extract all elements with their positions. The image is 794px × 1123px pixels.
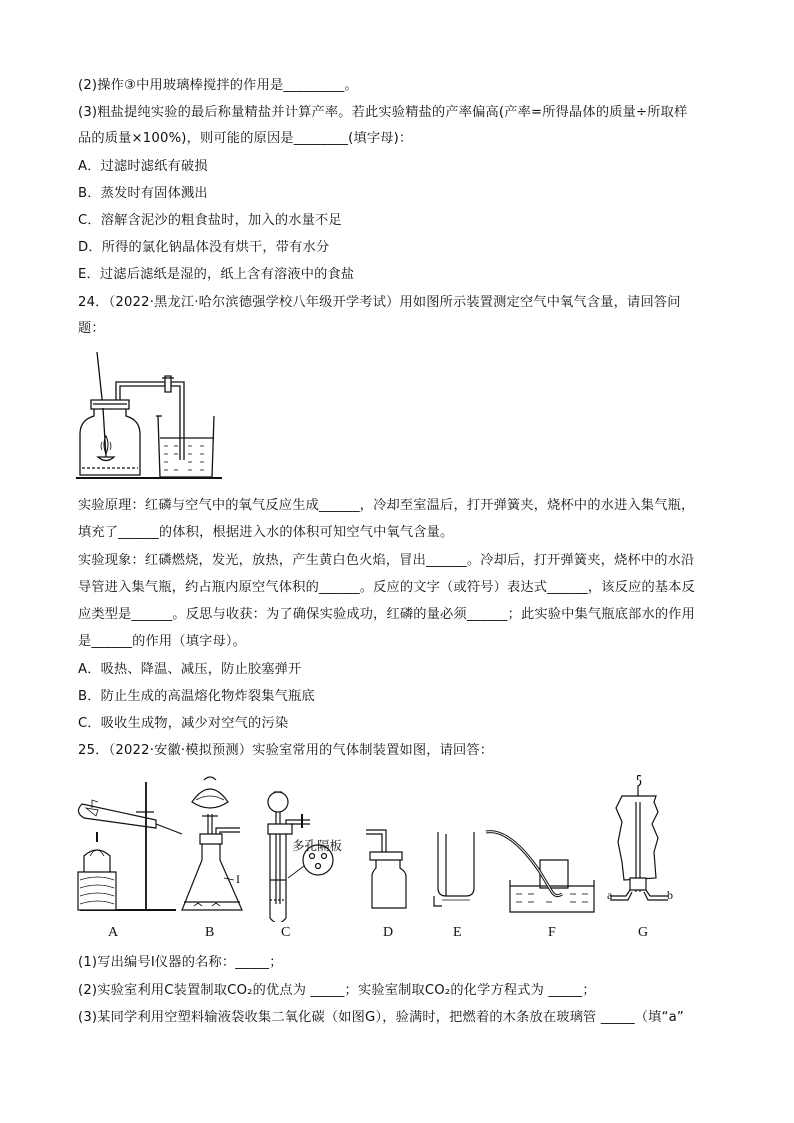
text-line: 题： (78, 321, 105, 336)
figure-oxygen-apparatus (72, 350, 232, 486)
option-c: C．吸收生成物，减少对空气的污染 (78, 716, 289, 731)
text-line: 实验现象：红磷燃烧，发光，放热，产生黄白色火焰，冒出______。冷却后，打开弹簧夹，烧杯中的水沿 (78, 553, 695, 568)
option-b: B．蒸发时有固体溅出 (78, 186, 208, 201)
text-line: (2)操作③中用玻璃棒搅拌的作用是_________。 (78, 78, 358, 93)
apparatus-e (434, 832, 474, 906)
apparatus-b (182, 777, 242, 910)
option-c: C．溶解含泥沙的粗食盐时，加入的水量不足 (78, 213, 342, 228)
label-c: C (281, 925, 291, 940)
text-line: (3)粗盐提纯实验的最后称量精盐并计算产率。若此实验精盐的产率偏高(产率=所得晶体的质量÷所取样 (78, 105, 688, 120)
text-line: 是______的作用（填字母）。 (78, 634, 247, 649)
text-line: 应类型是______。反思与收获：为了确保实验成功，红磷的量必须______；此实验中集气瓶底部水的作用 (78, 607, 696, 622)
option-e: E．过滤后滤纸是湿的，纸上含有溶液中的食盐 (78, 267, 355, 282)
label-porous-plate: 多孔隔板 (292, 838, 343, 853)
apparatus-g (610, 776, 668, 901)
text-line: 品的质量×100%)，则可能的原因是________(填字母)： (78, 131, 413, 146)
figure-gas-apparatus (70, 772, 710, 922)
beaker (158, 416, 214, 477)
option-a: A．吸热、降温、减压，防止胶塞弹开 (78, 662, 302, 677)
label-tube-a: a (607, 888, 613, 902)
option-d: D．所得的氯化钠晶体没有烘干，带有水分 (78, 240, 330, 255)
label-e: E (453, 925, 462, 940)
text-line: 实验原理：红磷与空气中的氧气反应生成______，冷却至室温后，打开弹簧夹，烧杯中的水进入集气瓶， (78, 498, 695, 513)
text-line: 导管进入集气瓶，约占瓶内原空气体积的______。反应的文字（或符号）表达式______，该反应的基本反 (78, 580, 696, 595)
label-instrument-i: I (236, 872, 240, 886)
label-tube-b: b (667, 888, 673, 902)
text-line: 填充了______的体积，根据进入水的体积可知空气中氧气含量。 (78, 525, 454, 540)
label-g: G (638, 925, 649, 940)
sub-question-1: (1)写出编号Ⅰ仪器的名称：_____； (78, 955, 283, 970)
option-b: B．防止生成的高温熔化物炸裂集气瓶底 (78, 689, 315, 704)
glass-tube (116, 382, 184, 460)
apparatus-d (366, 830, 406, 908)
label-a: A (108, 925, 119, 940)
label-b: B (205, 925, 215, 940)
option-a: A．过滤时滤纸有破损 (78, 159, 208, 174)
question-24: 24．（2022·黑龙江·哈尔滨德强学校八年级开学考试）用如图所示装置测定空气中氧气含量，请回答问 (78, 295, 681, 310)
apparatus-a (78, 782, 182, 910)
apparatus-c (268, 792, 333, 922)
label-f: F (548, 925, 556, 940)
label-d: D (383, 925, 394, 940)
sub-question-3: (3)某同学利用空塑料输液袋收集二氧化碳（如图G），验满时，把燃着的木条放在玻璃管 _____（填“a” (78, 1010, 684, 1025)
apparatus-f (486, 832, 594, 912)
question-25: 25．（2022·安徽·模拟预测）实验室常用的气体制装置如图，请回答： (78, 743, 494, 758)
sub-question-2: (2)实验室利用C装置制取CO₂的优点为 _____；实验室制取CO₂的化学方程式为 _____； (78, 983, 596, 998)
combustion-spoon (98, 457, 114, 461)
